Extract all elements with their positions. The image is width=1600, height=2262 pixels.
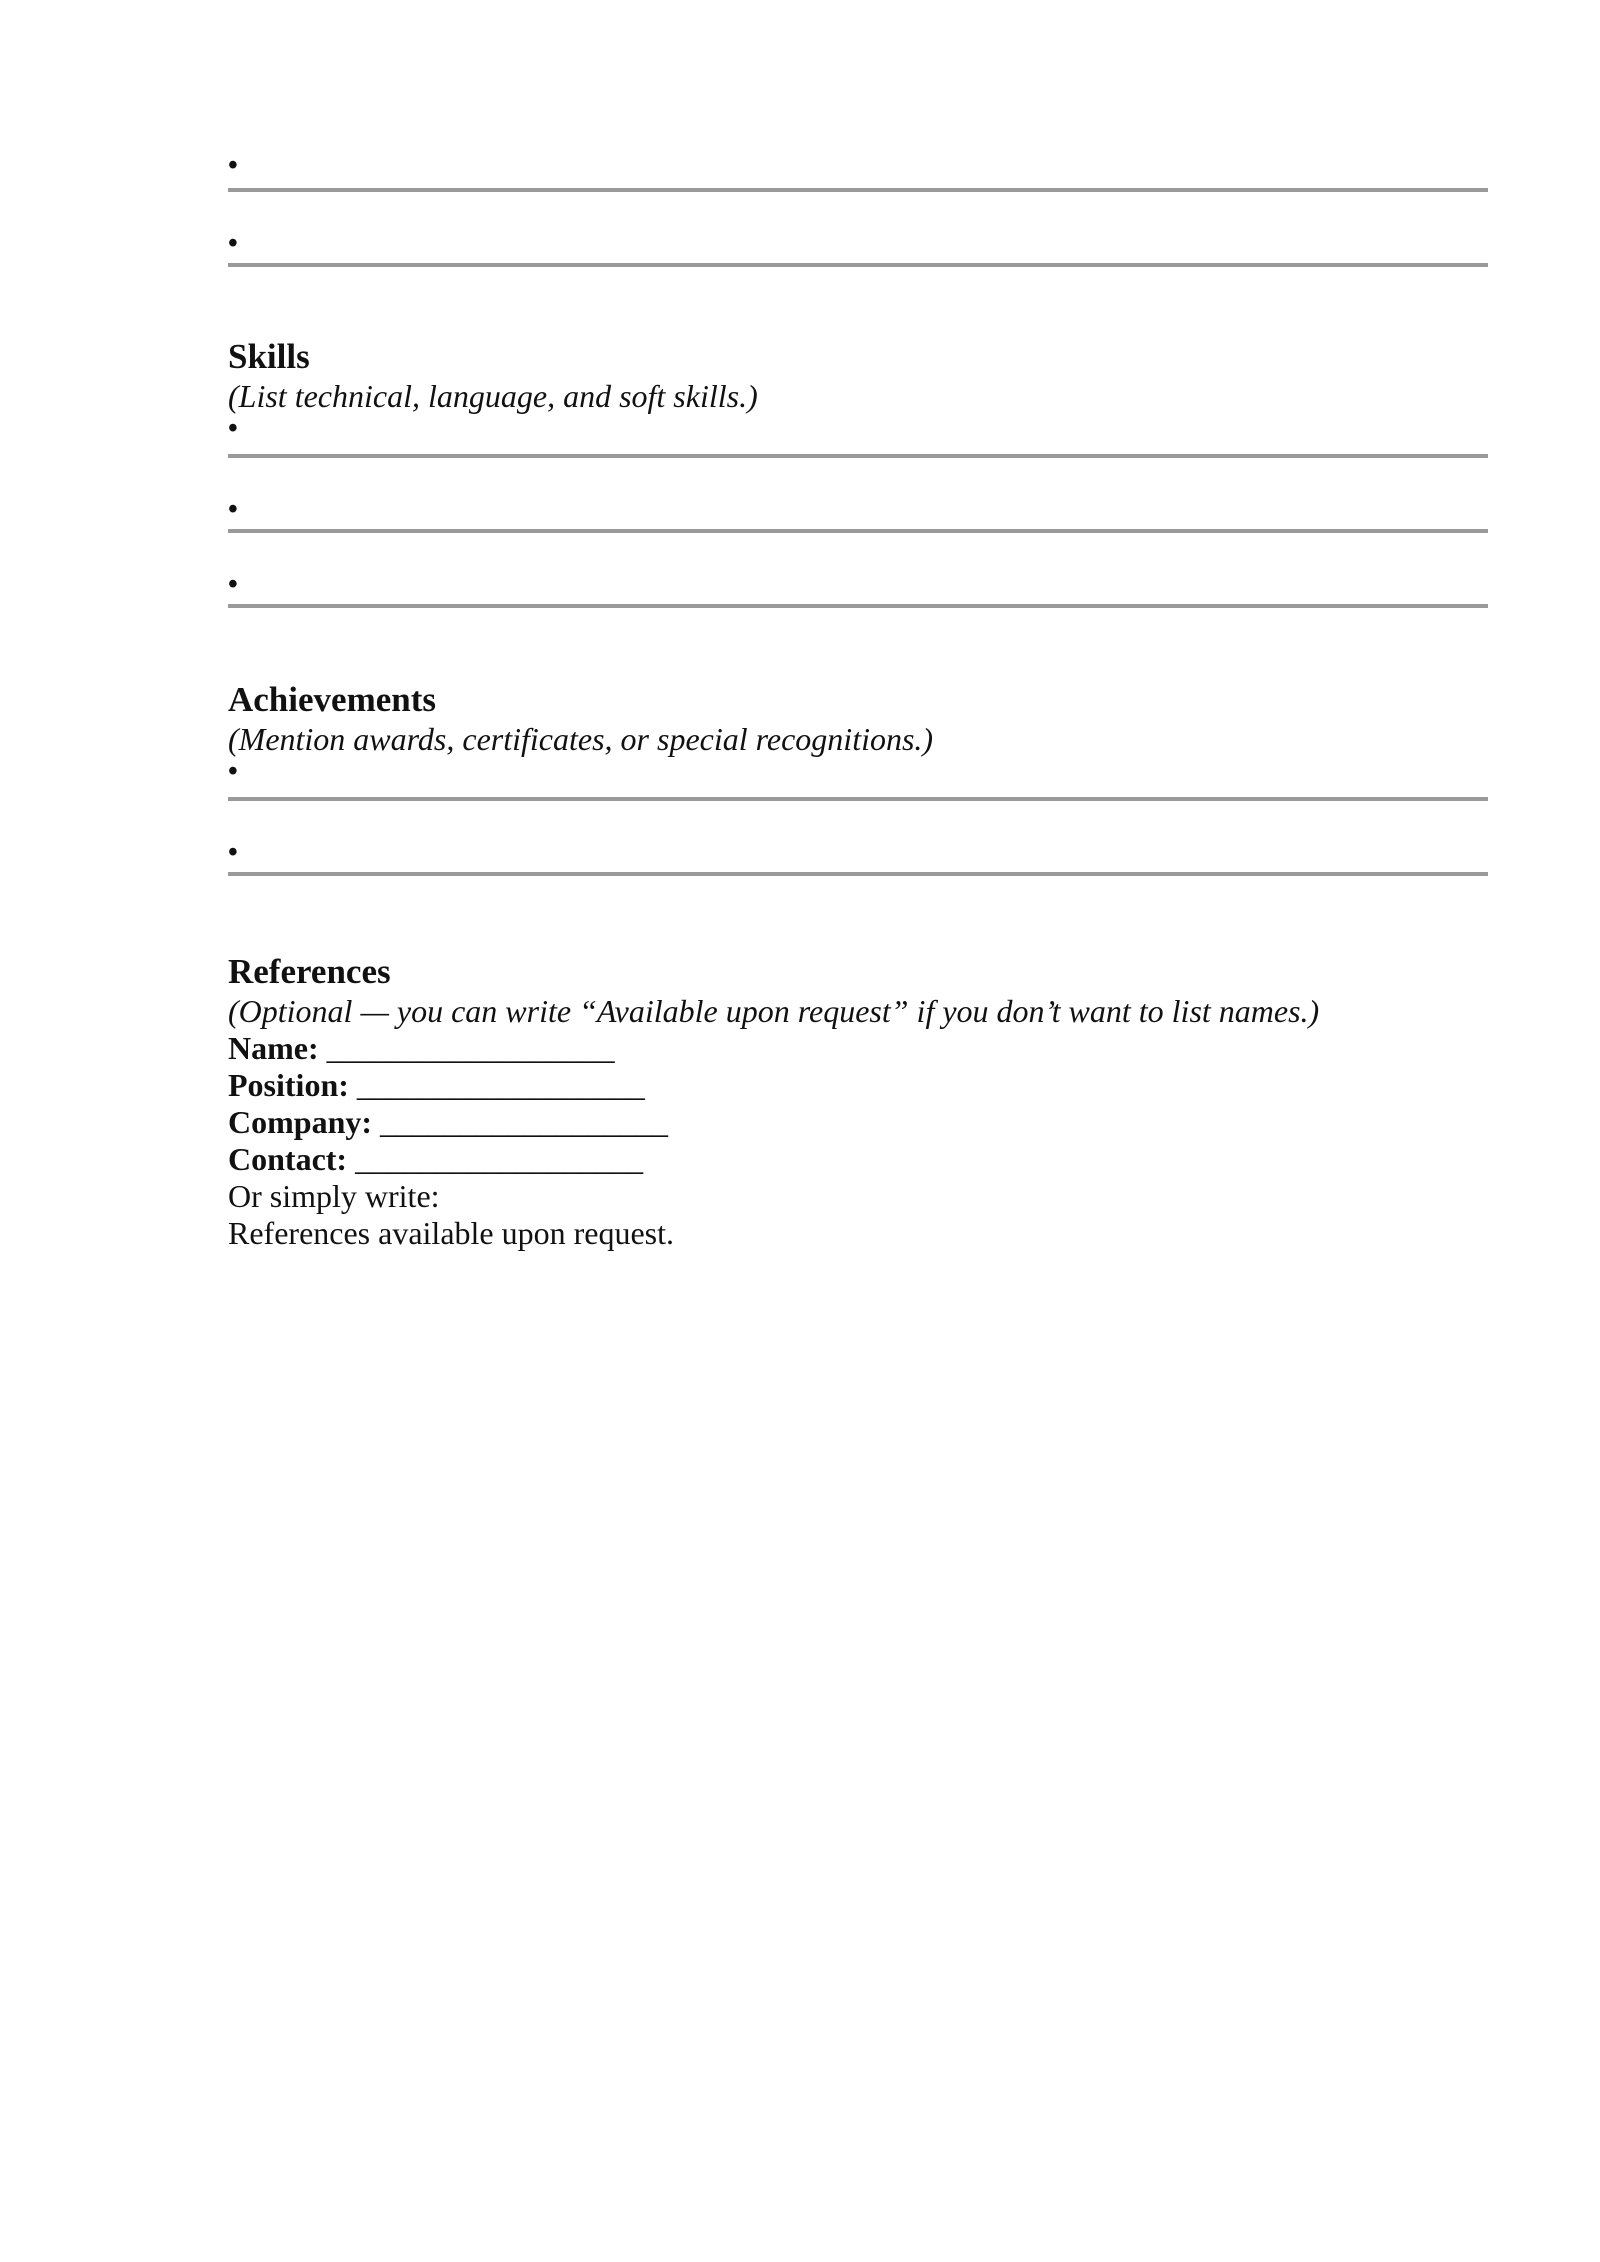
bullet-icon: • [228, 569, 238, 600]
achievements-bullet-list [228, 758, 1488, 876]
section-heading: Skills [228, 337, 310, 376]
bullet-icon: • [228, 756, 238, 787]
field-label: Company: [228, 1104, 373, 1140]
bullet-item [228, 801, 1488, 876]
fill-in-line [228, 263, 1488, 267]
fill-in-line [228, 604, 1488, 608]
section-heading: Achievements [228, 680, 437, 719]
bullet-item [228, 150, 1488, 192]
alternative-intro: Or simply write: [228, 1178, 440, 1214]
previous-section-bullets [228, 150, 1488, 267]
bullet-icon: • [228, 413, 238, 444]
field-label: Name: [228, 1030, 319, 1066]
fill-in-line [228, 872, 1488, 876]
bullet-item [228, 533, 1488, 608]
skills-bullet-list [228, 415, 1488, 608]
section-note: (Mention awards, certificates, or special recognitions.) [228, 721, 934, 757]
reference-position-field [228, 1067, 1488, 1104]
field-label: Contact: [228, 1141, 348, 1177]
section-note: (List technical, language, and soft skills.) [228, 378, 758, 414]
bullet-icon: • [228, 837, 238, 868]
blank-line: __________________ [318, 1030, 615, 1066]
bullet-item [228, 758, 1488, 801]
blank-line: __________________ [348, 1067, 645, 1103]
alternative-text: References available upon request. [228, 1215, 675, 1251]
bullet-icon: • [228, 494, 238, 525]
bullet-icon: • [228, 150, 238, 181]
achievements-section [228, 680, 1488, 876]
blank-line: __________________ [347, 1141, 644, 1177]
bullet-icon: • [228, 228, 238, 259]
bullet-item [228, 458, 1488, 533]
page-content [228, 150, 1488, 1252]
skills-section [228, 337, 1488, 608]
section-heading: References [228, 952, 391, 991]
references-section [228, 952, 1488, 1252]
field-label: Position: [228, 1067, 349, 1103]
reference-name-field [228, 1030, 1488, 1067]
reference-company-field [228, 1104, 1488, 1141]
bullet-item [228, 192, 1488, 267]
section-note: (Optional — you can write “Available upon request” if you don’t want to list names.) [228, 993, 1320, 1029]
reference-contact-field [228, 1141, 1488, 1178]
blank-line: __________________ [372, 1104, 669, 1140]
bullet-item [228, 415, 1488, 458]
